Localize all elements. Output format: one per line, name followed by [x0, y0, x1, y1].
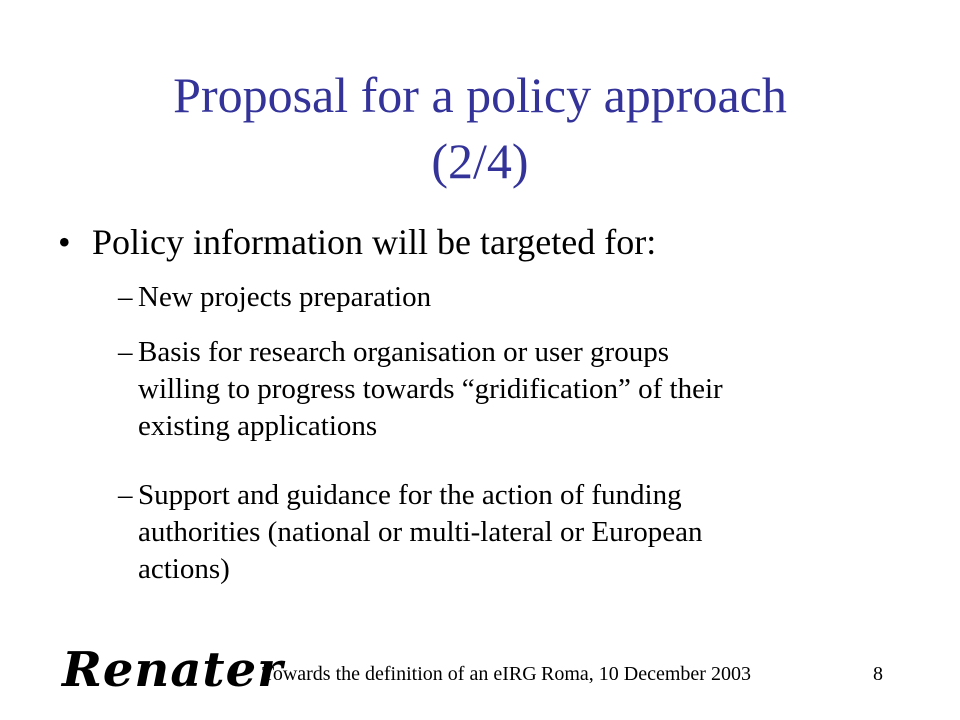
bullet-text: Policy information will be targeted for:: [92, 222, 657, 262]
bullet-marker: •: [58, 222, 71, 262]
sub-item-1-line-1: New projects preparation: [138, 281, 432, 313]
footer-date: Roma, 10 December 2003: [541, 663, 751, 685]
sub-item-dash: –: [118, 281, 133, 313]
sub-item-3-line-3: actions): [138, 553, 230, 585]
page-number: 8: [873, 663, 883, 685]
sub-item-3-line-2: authorities (national or multi-lateral or European: [138, 516, 703, 548]
slide-title: [60, 62, 900, 194]
sub-item-2-line-1: Basis for research organisation or user groups: [138, 336, 669, 368]
title-line-2: (2/4): [431, 133, 529, 189]
sub-item-dash: –: [118, 336, 133, 368]
sub-item-2-line-3: existing applications: [138, 410, 378, 442]
renater-logo: Renater: [62, 642, 284, 698]
sub-item-dash: –: [118, 479, 133, 511]
sub-item-2-line-2: willing to progress towards “gridification” of their: [138, 373, 723, 405]
title-line-1: Proposal for a policy approach: [173, 67, 787, 123]
footer-title: Towards the definition of an eIRG: [262, 663, 537, 685]
sub-item-3-line-1: Support and guidance for the action of funding: [138, 479, 682, 511]
